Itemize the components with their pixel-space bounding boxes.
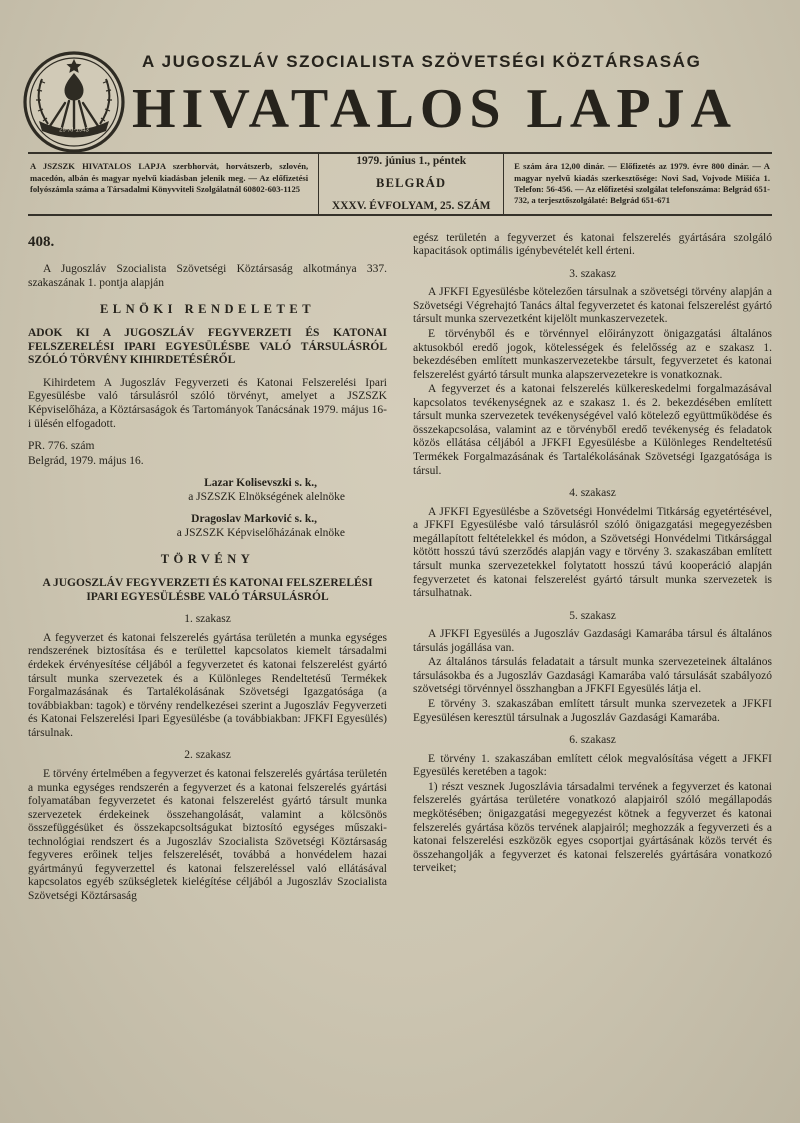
ref-number: PR. 776. szám: [28, 440, 95, 453]
section-heading: 2. szakasz: [184, 749, 231, 762]
act-number: 408.: [28, 233, 55, 250]
issue-city: BELGRÁD: [376, 176, 447, 191]
section-paragraph: E törvény 1. szakaszában említett célok megvalósítása végett a JFKFI Egyesülés keretében a tagok:: [413, 752, 772, 779]
section-paragraph: E törvény 3. szakaszában említett társult munka szervezetek a JFKFI Egyesülésen keresztül társulnak a Jugoszláv Gazdasági Kamarába.: [413, 698, 772, 724]
law-title: A JUGOSZLÁV FEGYVERZETI ÉS KATONAI FELSZERELÉSI IPARI EGYESÜLÉSBE VALÓ TÁRSULÁSRÓL: [42, 577, 373, 603]
ribbon-date: 29-XI-1943: [59, 127, 89, 134]
ref-place-date: Belgrád, 1979. május 16.: [28, 454, 144, 467]
section-paragraph: A fegyverzet és katonai felszerelés gyártása területén a munka egységes rendszerének biztosítása és e területtel kapcsolatos kiemelt társadalmi érdekek érvényesítése céljából a fegyverzetet és katonai felszerelést gyártó társult munka szervezetek és a Különleges Rendeltetésű Termékek Forgalmazásának és Tartalékolásának Szövetségi Igazgatósága (a továbbiakban: tagok) e törvény rendelkezései szerint a Jugoszláv Fegyverzeti és Katonai Felszerelési Ipari Egyesülésbe (a továbbiakban: JFKFI Egyesülés) társulnak.: [28, 631, 387, 739]
edition-note: A JSZSZK HIVATALOS LAPJA szerbhorvát, horvátszerb, szlovén, macedón, albán és magyar nyelvű kiadásban jelenik meg. — Az előfizetési folyószámla száma a Társadalmi Könyvviteli Szolgálatnál 60802-603-1125: [30, 161, 309, 194]
article-body: [0, 216, 800, 905]
section-paragraph: E törvény értelmében a fegyverzet és katonai felszerelés gyártása területén a munka egységes rendszerén a fegyverzet és a katonai felszerelés gyártási folyamatában fegyverzetet és katonai felszerelést gyártó társult munka szervezetek érdekeinek összehangolását, valamint a kölcsönös összefüggésüket és összekapcsoltságukat biztosító egységes műszaki-technológiai rendszert és a Jugoszláv Szocialista Szövetségi Köztársaság fegyveres erőinek teljes felszerelését, továbbá a honvédelem hazai gyártmányú fegyverzettel és katonai felszereléssel való ellátásával kapcsolatos egyéb szükségletek kielégítése céljából a Jugoszláv Szocialista Szövetségi Köztársaság: [28, 767, 387, 903]
issue-date: 1979. június 1., péntek: [356, 155, 467, 168]
section-heading: 4. szakasz: [569, 487, 616, 500]
decree-heading: ELNÖKI RENDELETET: [99, 302, 316, 317]
act-preamble: A Jugoszláv Szocialista Szövetségi Köztársaság alkotmánya 337. szakaszának 1. pontja alapján: [28, 263, 387, 289]
section-paragraph: Az általános társulás feladatait a társult munka szervezeteinek általános társulásokba és a Jugoszláv Gazdasági Kamarába való társulását szabályozó szövetségi törvénnyel összhangban a JFKFI Egyesülés látja el.: [413, 656, 772, 696]
info-bar: [28, 152, 772, 215]
section-heading: 6. szakasz: [569, 734, 616, 747]
right-column: [413, 232, 772, 905]
left-column: [28, 232, 387, 905]
issue-volume: XXXV. ÉVFOLYAM, 25. SZÁM: [331, 200, 491, 213]
coat-of-arms-logo: [22, 50, 126, 154]
section-heading: 1. szakasz: [184, 613, 231, 626]
signature-name: Dragoslav Marković s. k.,: [191, 513, 317, 526]
section-paragraph: E törvényből és e törvénnyel előirányzott önigazgatási általános aktusokból eredő jogok, kötelességek és felelősség az e szakasz 1. bekezdésében említett munkaszervezetekbe társult, fegyverzetet és katonai felszerelést gyártó társult munka alapszervezetekre is vonatkoznak.: [413, 327, 772, 381]
publication-title: HIVATALOS LAPJA: [132, 78, 737, 140]
issue-info: [318, 154, 504, 213]
section-paragraph-continued: egész területén a fegyverzet és katonai felszerelés gyártására szolgáló kapacitások optimális igénybevételét kell érteni.: [413, 231, 772, 258]
section-paragraph: A fegyverzet és a katonai felszerelés külkereskedelmi forgalmazásával kapcsolatos tevékenységnek az e szakasz 1. és 2. bekezdésében említett társult munka szervezetek tevékenységével való kötelező együttműködése és összekapcsolása, valamint az e törvényből eredő tevékenység és feladatok közös ellátása céljából a JFKFI Egyesülésbe a Különleges Rendeltetésű Termékek Forgalmazásának és Tartalékolásának Szövetségi Igazgatósága is társul.: [413, 383, 772, 477]
subscription-note: E szám ára 12,00 dinár. — Előfizetés az 1979. évre 800 dinár. — A magyar nyelvű kiadás szerkesztősége: Novi Sad, Vojvode Mišića 1. Telefon: 56-456. — Az előfizetési szolgálat telefonszáma: Belgrád 651-732, a terjesztőszolgálaté: Belgrád 651-671: [514, 161, 770, 206]
list-item: 1) részt vesznek Jugoszlávia társadalmi tervének a fegyverzet és katonai felszerelés gyártása területére vonatkozó alapjairól szóló megállapodás megkötésében; önigazgatási megegyezést kötnek a fegyverzet és katonai felszerelés gyártása közös tervének alapjairól; meghozzák a fegyverzeti és a katonai felszerelési eszközök egyes csoportjai gyártásának közös tervét és összehangolják a fegyverzet és katonai felszerelés gyártására vonatkozó terveiket;: [413, 780, 772, 875]
section-paragraph: A JFKFI Egyesülés a Jugoszláv Gazdasági Kamarába társul és általános társulás jogállása van.: [413, 628, 772, 654]
section-paragraph: A JFKFI Egyesülésbe kötelezően társulnak a szövetségi törvény alapján a Szövetségi Végrehajtó Tanács által fegyverzetet és katonai felszerelést gyártó társult munka szervezetként kijelölt munkaszervezetek.: [413, 286, 772, 326]
signature-role: a JSZSZK Képviselőházának elnöke: [176, 526, 345, 539]
law-heading: TÖRVÉNY: [160, 552, 255, 567]
signature-name: Lazar Kolisevszki s. k.,: [204, 477, 317, 490]
decree-title: ADOK KI A JUGOSZLÁV FEGYVERZETI ÉS KATONAI FELSZERELÉSI IPARI EGYESÜLÉSBE VALÓ TÁRSULÁSRÓL SZÓLÓ TÖRVÉNY KIHIRDETÉSÉRŐL: [28, 327, 387, 367]
section-heading: 5. szakasz: [569, 609, 616, 622]
section-heading: 3. szakasz: [569, 267, 616, 280]
signature-role: a JSZSZK Elnökségének alelnöke: [188, 490, 345, 503]
republic-line: A JUGOSZLÁV SZOCIALISTA SZÖVETSÉGI KÖZTÁRSASÁG: [142, 52, 702, 71]
decree-text: Kihirdetem A Jugoszláv Fegyverzeti és Katonai Felszerelési Ipari Egyesülésbe való társulásról szóló törvényt, amelyet a JSZSZK Képviselőháza, a Köztársaságok és Tartományok Tanácsának 1979. május 16-i ülésén elfogadott.: [28, 376, 387, 430]
section-paragraph: A JFKFI Egyesülésbe a Szövetségi Honvédelmi Titkárság egyetértésével, a JFKFI Egyesülésbe való társulásról szóló önigazgatási megegyezésben megállapított feltételekkel és módon, a Szövetségi Honvédelmi Titkársággal kötött hosszú távú szerződés alapján vagy e törvény 3. szakaszában említett társult munka szervezetekkel folytatott hosszú távú kooperáció alapján fegyverzetet és katonai felszerelést gyártó társult munka szervezetek is társulhatnak.: [413, 505, 772, 600]
masthead: [0, 0, 800, 138]
